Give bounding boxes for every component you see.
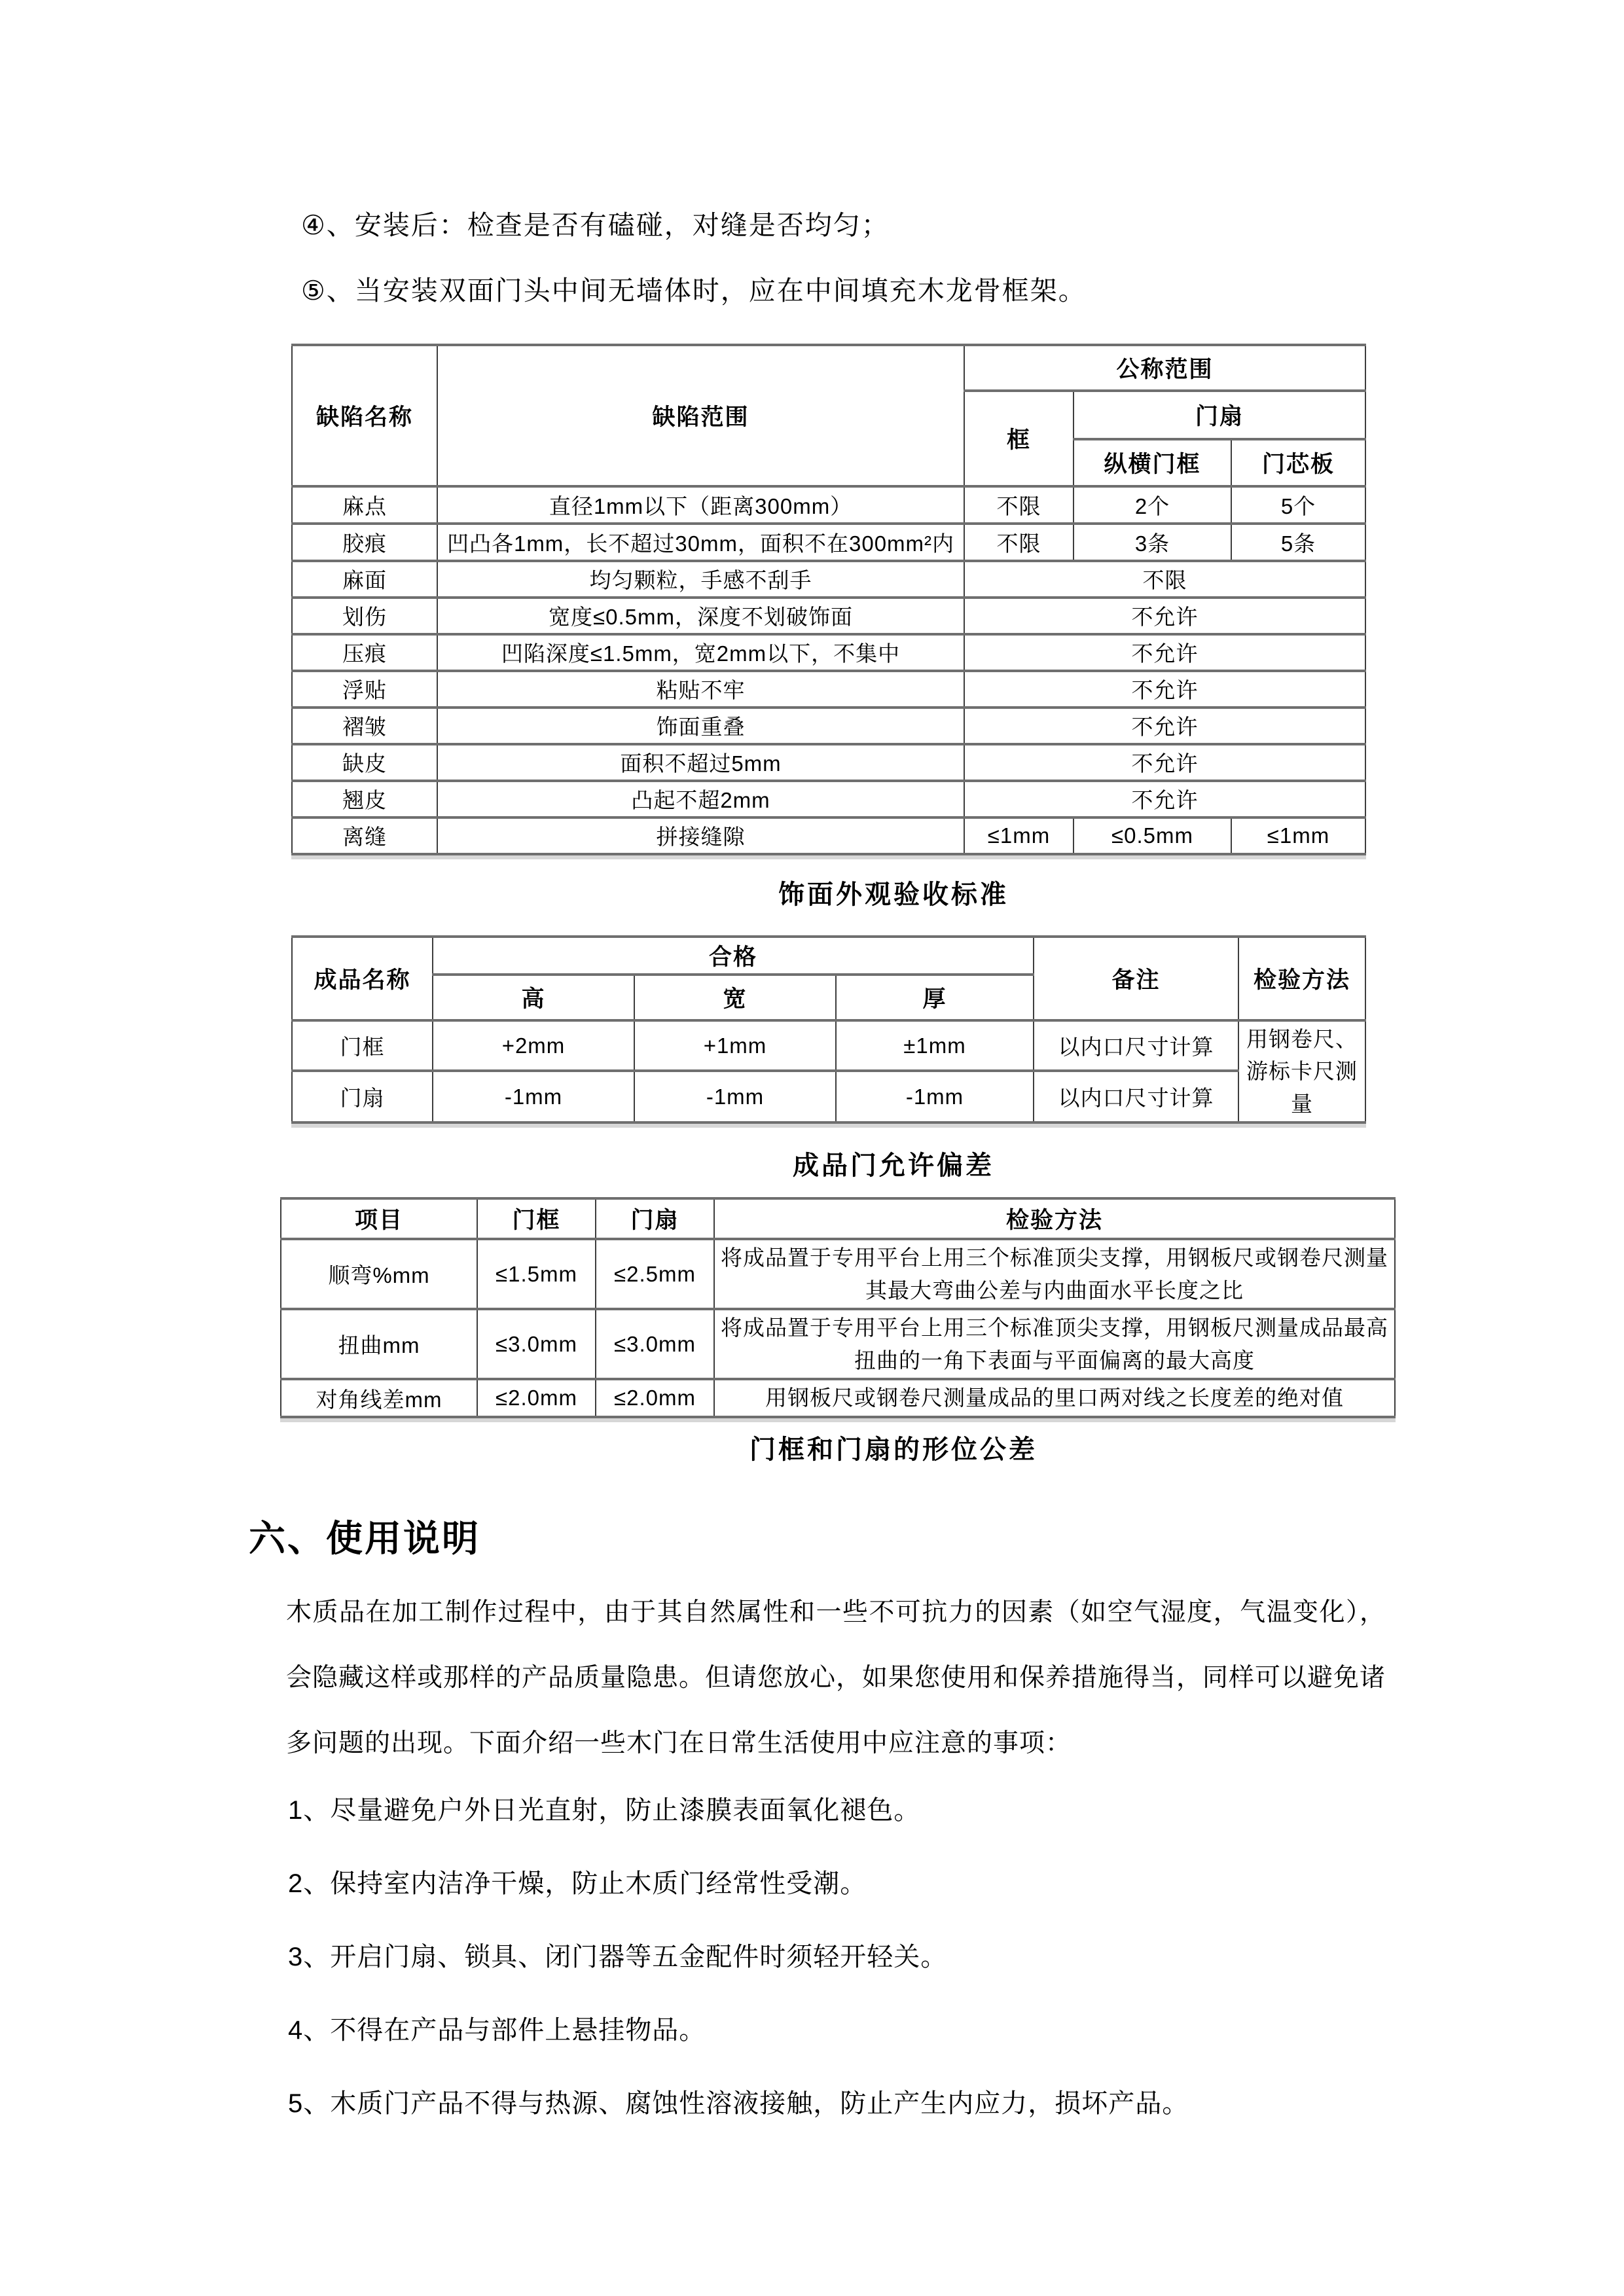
cell-defect-name: 褶皱 <box>292 708 437 744</box>
cell-defect-range: 面积不超过5mm <box>437 744 964 781</box>
cell-defect-range: 饰面重叠 <box>437 708 964 744</box>
form-tolerance-table <box>280 1197 1396 1418</box>
cell-leaf-value: ≤2.5mm <box>596 1239 714 1309</box>
cell-defect-name: 翘皮 <box>292 781 437 817</box>
cell-all-value: 不允许 <box>964 671 1365 708</box>
cell-item: 对角线差mm <box>281 1379 477 1417</box>
install-note-5: ⑤、当安装双面门头中间无墙体时，应在中间填充木龙骨框架。 <box>301 276 1087 306</box>
table-row <box>292 634 1365 671</box>
table-row <box>292 1071 1365 1122</box>
cell-vh-value: 2个 <box>1074 486 1231 524</box>
usage-list-item: 4、不得在产品与部件上悬挂物品。 <box>288 2015 706 2045</box>
col-header-frame: 门框 <box>477 1198 596 1239</box>
defect-table-caption: 饰面外观验收标准 <box>778 880 1009 909</box>
cell-product-name: 门扇 <box>292 1071 433 1122</box>
col-header-leaf: 门扇 <box>596 1198 714 1239</box>
cell-frame-value: ≤2.0mm <box>477 1379 596 1417</box>
usage-paragraph: 木质品在加工制作过程中，由于其自然属性和一些不可抗力的因素（如空气湿度，气温变化），会隐藏这样或那样的产品质量隐患。但请您放心，如果您使用和保养措施得当，同样可以避免诸多问题的出现。下面介绍一些木门在日常生活使用中应注意的事项： <box>286 1598 1386 1757</box>
col-header-width: 宽 <box>634 975 836 1020</box>
col-header-method: 检验方法 <box>714 1198 1395 1239</box>
cell-height-value: -1mm <box>433 1071 634 1122</box>
cell-defect-name: 胶痕 <box>292 524 437 561</box>
col-header-vh-frame: 纵横门框 <box>1074 439 1231 486</box>
cell-item: 扭曲mm <box>281 1309 477 1379</box>
cell-defect-name: 麻点 <box>292 486 437 524</box>
table-row <box>292 524 1365 561</box>
cell-thickness-value: -1mm <box>836 1071 1034 1122</box>
col-header-pass: 合格 <box>433 937 1034 975</box>
cell-method: 用钢卷尺、游标卡尺测量 <box>1238 1020 1365 1123</box>
col-header-defect-range: 缺陷范围 <box>437 345 964 486</box>
table-row <box>292 744 1365 781</box>
col-header-frame: 框 <box>964 391 1074 486</box>
tolerance-table <box>291 935 1366 1124</box>
cell-defect-range: 直径1mm以下（距离300mm） <box>437 486 964 524</box>
table-header-row <box>292 937 1365 975</box>
table-row <box>281 1379 1395 1417</box>
col-header-defect-name: 缺陷名称 <box>292 345 437 486</box>
usage-list-item: 5、木质门产品不得与热源、腐蚀性溶液接触，防止产生内应力，损坏产品。 <box>288 2089 1189 2118</box>
cell-width-value: +1mm <box>634 1020 836 1071</box>
cell-item: 顺弯%mm <box>281 1239 477 1309</box>
table-row <box>292 486 1365 524</box>
cell-defect-name: 划伤 <box>292 598 437 634</box>
cell-width-value: -1mm <box>634 1071 836 1122</box>
cell-defect-name: 压痕 <box>292 634 437 671</box>
section-heading-usage: 六、使用说明 <box>249 1517 480 1559</box>
table-row <box>292 781 1365 817</box>
cell-defect-range: 粘贴不牢 <box>437 671 964 708</box>
cell-all-value: 不允许 <box>964 598 1365 634</box>
cell-frame-value: 不限 <box>964 524 1074 561</box>
cell-defect-name: 缺皮 <box>292 744 437 781</box>
table-row <box>292 708 1365 744</box>
table-row <box>292 561 1365 598</box>
install-note-4: ④、安装后：检查是否有磕碰，对缝是否均匀； <box>301 210 890 240</box>
col-header-product-name: 成品名称 <box>292 937 433 1020</box>
cell-all-value: 不允许 <box>964 634 1365 671</box>
defect-acceptance-table <box>291 344 1366 855</box>
usage-list-item: 3、开启门扇、锁具、闭门器等五金配件时须轻开轻关。 <box>288 1942 948 1971</box>
col-header-height: 高 <box>433 975 634 1020</box>
cell-thickness-value: ±1mm <box>836 1020 1034 1071</box>
col-header-door-leaf: 门扇 <box>1074 391 1365 439</box>
col-header-remark: 备注 <box>1034 937 1238 1020</box>
cell-method: 将成品置于专用平台上用三个标准顶尖支撑，用钢板尺或钢卷尺测量其最大弯曲公差与内曲面水平长度之比 <box>714 1239 1395 1309</box>
table-header-row <box>292 345 1365 391</box>
col-header-method: 检验方法 <box>1238 937 1365 1020</box>
table-row <box>281 1239 1395 1309</box>
cell-core-value: 5条 <box>1231 524 1365 561</box>
cell-frame-value: ≤3.0mm <box>477 1309 596 1379</box>
cell-all-value: 不允许 <box>964 708 1365 744</box>
cell-remark: 以内口尺寸计算 <box>1034 1020 1238 1071</box>
cell-defect-name: 浮贴 <box>292 671 437 708</box>
cell-defect-range: 均匀颗粒，手感不刮手 <box>437 561 964 598</box>
cell-all-value: 不限 <box>964 561 1365 598</box>
table-row <box>281 1309 1395 1379</box>
cell-vh-value: 3条 <box>1074 524 1231 561</box>
usage-list-item: 1、尽量避免户外日光直射，防止漆膜表面氧化褪色。 <box>288 1795 921 1825</box>
usage-list-item: 2、保持室内洁净干燥，防止木质门经常性受潮。 <box>288 1869 867 1898</box>
table-header-row <box>281 1198 1395 1239</box>
form-table-caption: 门框和门扇的形位公差 <box>749 1435 1038 1464</box>
table-row <box>292 817 1365 854</box>
cell-defect-range: 凹凸各1mm，长不超过30mm，面积不在300mm²内 <box>437 524 964 561</box>
cell-defect-range: 拼接缝隙 <box>437 817 964 854</box>
cell-leaf-value: ≤3.0mm <box>596 1309 714 1379</box>
cell-defect-range: 宽度≤0.5mm，深度不划破饰面 <box>437 598 964 634</box>
usage-list <box>0 1795 1624 2119</box>
cell-method: 用钢板尺或钢卷尺测量成品的里口两对线之长度差的绝对值 <box>714 1379 1395 1417</box>
table-row <box>292 671 1365 708</box>
col-header-core-board: 门芯板 <box>1231 439 1365 486</box>
cell-defect-range: 凸起不超2mm <box>437 781 964 817</box>
cell-defect-name: 麻面 <box>292 561 437 598</box>
tolerance-table-caption: 成品门允许偏差 <box>793 1151 994 1181</box>
cell-defect-range: 凹陷深度≤1.5mm，宽2mm以下，不集中 <box>437 634 964 671</box>
cell-leaf-value: ≤2.0mm <box>596 1379 714 1417</box>
table-row <box>292 598 1365 634</box>
cell-defect-name: 离缝 <box>292 817 437 854</box>
col-header-thickness: 厚 <box>836 975 1034 1020</box>
table-row <box>292 1020 1365 1071</box>
cell-core-value: ≤1mm <box>1231 817 1365 854</box>
cell-product-name: 门框 <box>292 1020 433 1071</box>
cell-method: 将成品置于专用平台上用三个标准顶尖支撑，用钢板尺测量成品最高扭曲的一角下表面与平面偏离的最大高度 <box>714 1309 1395 1379</box>
cell-all-value: 不允许 <box>964 744 1365 781</box>
cell-frame-value: ≤1mm <box>964 817 1074 854</box>
cell-all-value: 不允许 <box>964 781 1365 817</box>
col-header-nominal-range: 公称范围 <box>964 345 1365 391</box>
cell-frame-value: ≤1.5mm <box>477 1239 596 1309</box>
col-header-item: 项目 <box>281 1198 477 1239</box>
cell-remark: 以内口尺寸计算 <box>1034 1071 1238 1122</box>
cell-frame-value: 不限 <box>964 486 1074 524</box>
cell-core-value: 5个 <box>1231 486 1365 524</box>
cell-vh-value: ≤0.5mm <box>1074 817 1231 854</box>
cell-height-value: +2mm <box>433 1020 634 1071</box>
